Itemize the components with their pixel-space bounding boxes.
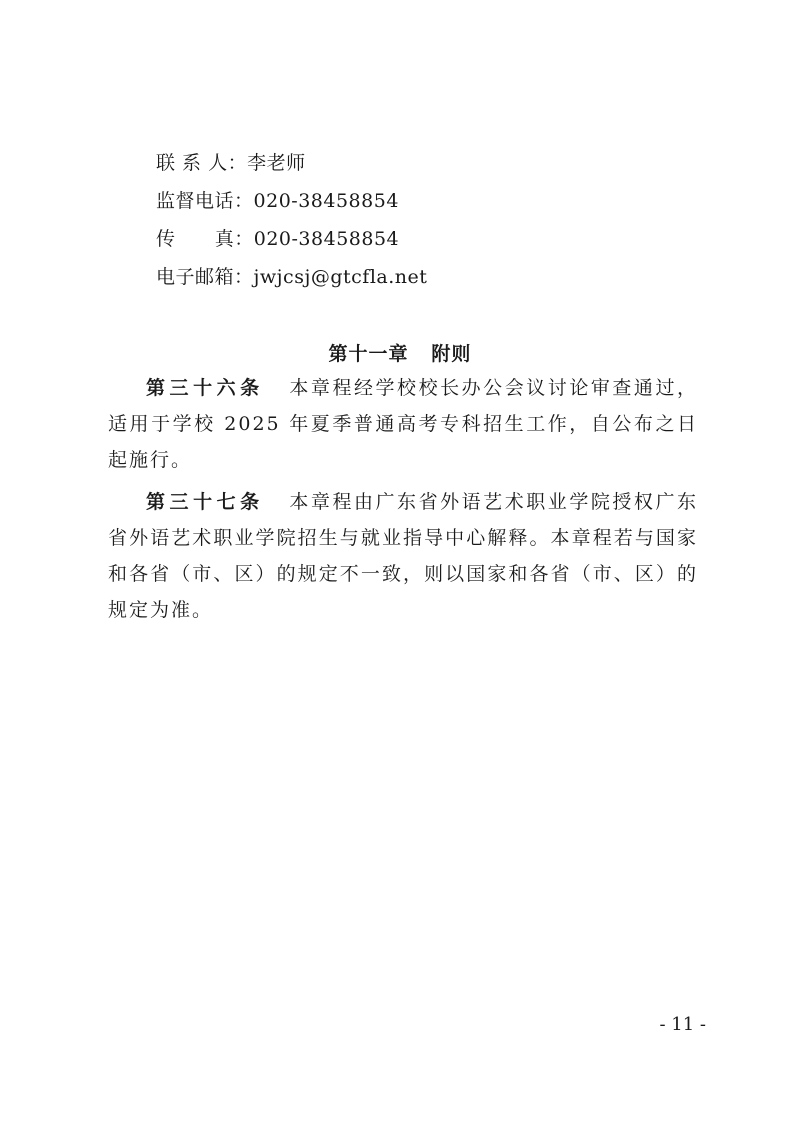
contact-person-label: 联 系 人： (156, 152, 248, 174)
contact-fax-value: 020-38458854 (253, 228, 400, 250)
contact-fax-line (156, 227, 399, 251)
contact-phone-label: 监督电话： (156, 190, 254, 212)
chapter-number: 第十一章 (328, 343, 409, 365)
article-36-label: 第三十六条 (146, 377, 264, 399)
contact-person-line (156, 151, 306, 175)
contact-email-line (156, 265, 427, 289)
contact-fax-label: 传 真： (156, 228, 254, 250)
chapter-heading (0, 341, 800, 367)
article-36-paragraph (108, 370, 698, 478)
article-37-label: 第三十七条 (146, 491, 264, 513)
contact-person-value: 李老师 (247, 152, 306, 174)
article-37-text: 本章程由广东省外语艺术职业学院授权广东省外语艺术职业学院招生与就业指导中心解释。本章程若与国家和各省（市、区）的规定不一致，则以国家和各省（市、区）的规定为准。 (108, 491, 698, 621)
page-number: - 11 - (659, 1014, 706, 1035)
contact-email-label: 电子邮箱： (156, 266, 254, 288)
contact-phone-line (156, 189, 399, 213)
contact-email-value: jwjcsj@gtcfla.net (253, 266, 428, 288)
contact-phone-value: 020-38458854 (253, 190, 399, 212)
article-37-paragraph (108, 484, 698, 628)
article-36-text: 本章程经学校校长办公会议讨论审查通过，适用于学校 2025 年夏季普通高考专科招生工作，自公布之日起施行。 (108, 377, 698, 471)
chapter-title: 附则 (431, 343, 472, 365)
